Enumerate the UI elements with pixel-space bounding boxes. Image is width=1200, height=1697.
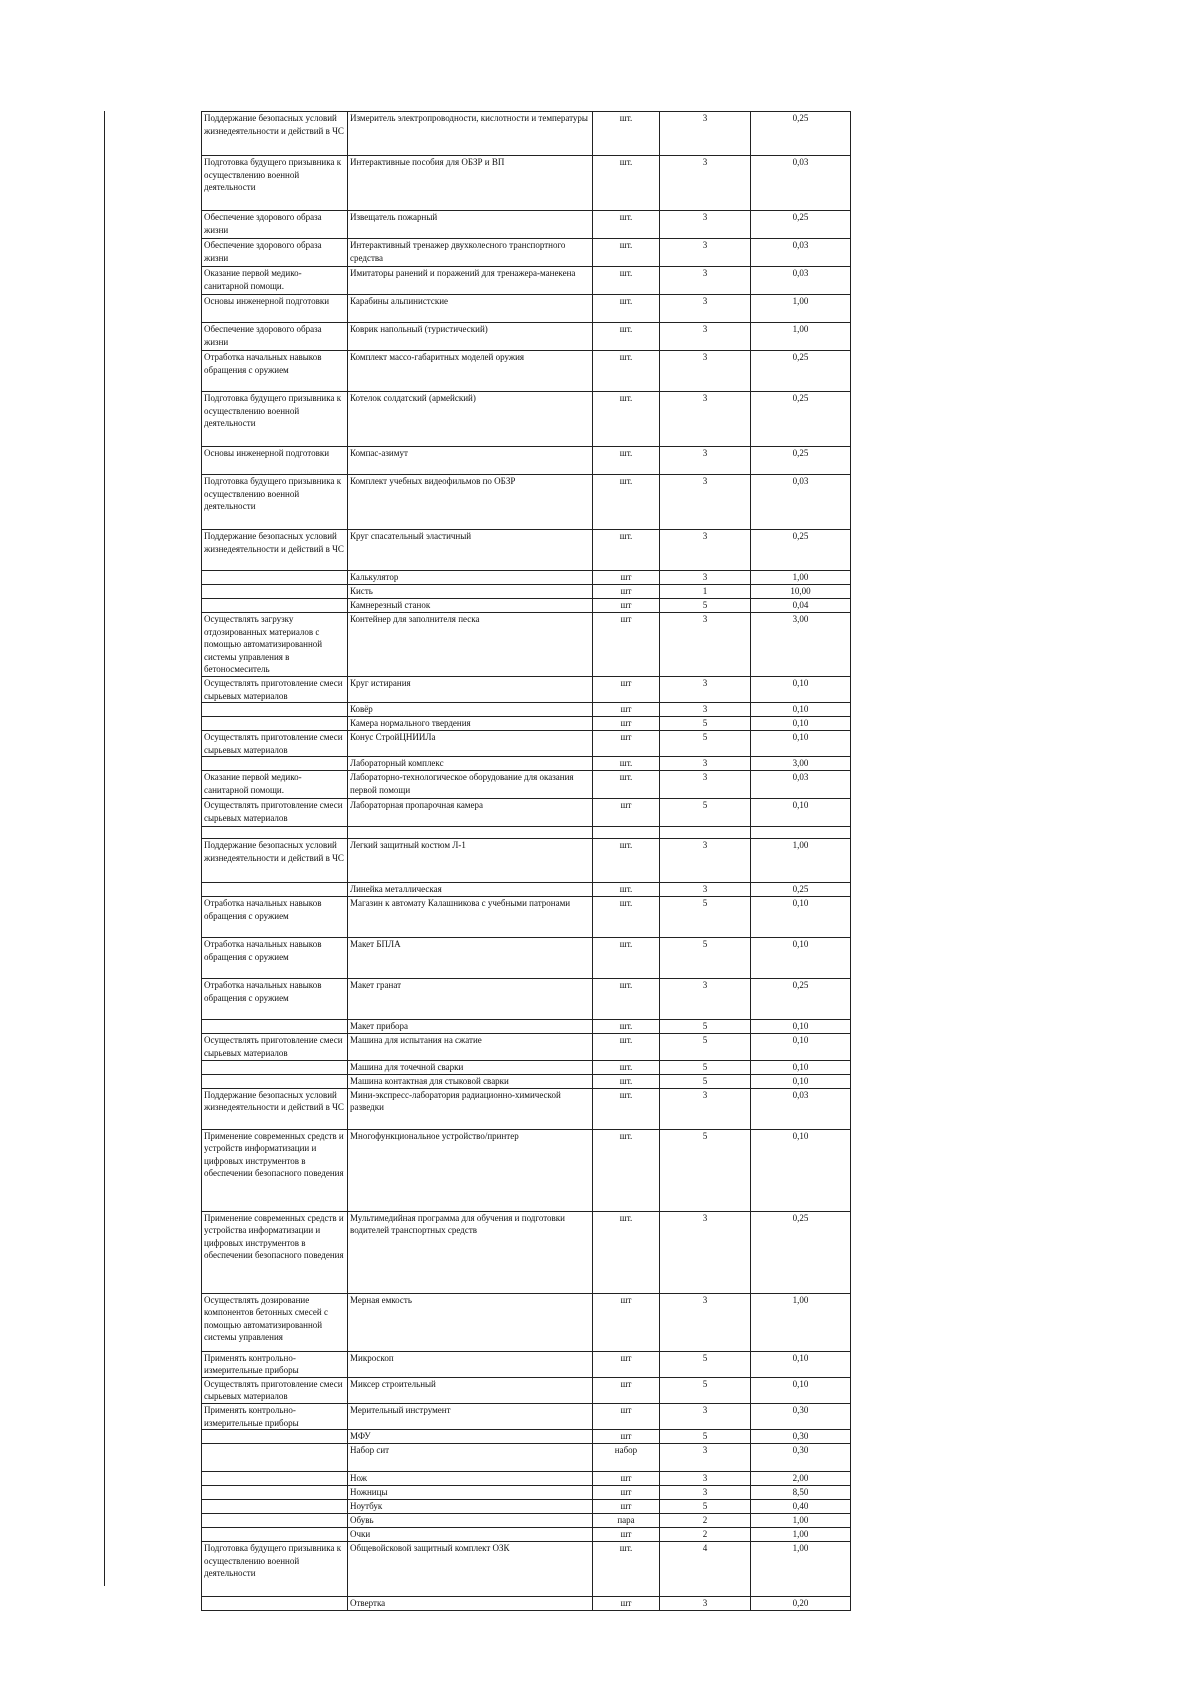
activity-cell (202, 883, 348, 897)
quantity-cell: 1 (660, 585, 751, 599)
item-name-cell: Многофункциональное устройство/принтер (348, 1129, 593, 1211)
quantity-cell: 3 (660, 571, 751, 585)
quantity-cell: 3 (660, 1293, 751, 1351)
quantity-cell: 3 (660, 1403, 751, 1429)
activity-cell (202, 1472, 348, 1486)
unit-cell: шт. (593, 1211, 660, 1293)
item-name-cell: Ножницы (348, 1486, 593, 1500)
item-name-cell: Контейнер для заполнителя песка (348, 613, 593, 677)
table-row (202, 1020, 851, 1034)
unit-cell: шт. (593, 1034, 660, 1060)
table-row (202, 613, 851, 677)
table-row (202, 979, 851, 1020)
quantity-cell (660, 827, 751, 839)
unit-cell: шт. (593, 897, 660, 938)
coefficient-cell: 0,10 (751, 1020, 851, 1034)
item-name-cell: Комплект массо-габаритных моделей оружия (348, 351, 593, 392)
coefficient-cell: 2,00 (751, 1472, 851, 1486)
activity-cell (202, 703, 348, 717)
activity-cell: Оказание первой медико-санитарной помощи. (202, 771, 348, 799)
activity-cell (202, 599, 348, 613)
table-row (202, 1293, 851, 1351)
activity-cell: Поддержание безопасных условий жизнедеятельности и действий в ЧС (202, 530, 348, 571)
coefficient-cell: 0,25 (751, 530, 851, 571)
quantity-cell: 3 (660, 351, 751, 392)
quantity-cell: 3 (660, 530, 751, 571)
quantity-cell: 3 (660, 475, 751, 530)
coefficient-cell: 0,03 (751, 475, 851, 530)
quantity-cell: 3 (660, 112, 751, 156)
quantity-cell: 3 (660, 267, 751, 295)
unit-cell: пара (593, 1514, 660, 1528)
quantity-cell: 5 (660, 1074, 751, 1088)
coefficient-cell: 0,10 (751, 1034, 851, 1060)
coefficient-cell: 1,00 (751, 1528, 851, 1542)
item-name-cell: Имитаторы ранений и поражений для тренажера-манекена (348, 267, 593, 295)
quantity-cell: 3 (660, 323, 751, 351)
item-name-cell: Лабораторная пропарочная камера (348, 799, 593, 827)
activity-cell (202, 1486, 348, 1500)
coefficient-cell: 0,10 (751, 1060, 851, 1074)
activity-cell: Осуществлять приготовление смеси сырьевых материалов (202, 799, 348, 827)
item-name-cell: Отвертка (348, 1597, 593, 1611)
activity-cell: Применять контрольно-измерительные приборы (202, 1403, 348, 1429)
activity-cell: Осуществлять приготовление смеси сырьевых материалов (202, 731, 348, 757)
quantity-cell: 2 (660, 1528, 751, 1542)
quantity-cell: 3 (660, 295, 751, 323)
table-row (202, 1403, 851, 1429)
coefficient-cell: 0,25 (751, 883, 851, 897)
activity-cell: Обеспечение здорового образа жизни (202, 239, 348, 267)
coefficient-cell: 0,10 (751, 717, 851, 731)
item-name-cell: Лабораторный комплекс (348, 757, 593, 771)
table-row (202, 1597, 851, 1611)
unit-cell: шт (593, 1430, 660, 1444)
item-name-cell: Мультимедийная программа для обучения и подготовки водителей транспортных средств (348, 1211, 593, 1293)
activity-cell: Подготовка будущего призывника к осуществлению военной деятельности (202, 392, 348, 447)
table-row (202, 211, 851, 239)
quantity-cell: 5 (660, 938, 751, 979)
quantity-cell: 5 (660, 1351, 751, 1377)
activity-cell (202, 1500, 348, 1514)
table-row (202, 717, 851, 731)
table-row (202, 585, 851, 599)
activity-cell (202, 717, 348, 731)
item-name-cell: Круг истирания (348, 676, 593, 702)
coefficient-cell: 3,00 (751, 757, 851, 771)
item-name-cell: Ноутбук (348, 1500, 593, 1514)
unit-cell: шт. (593, 156, 660, 211)
unit-cell: шт. (593, 1020, 660, 1034)
unit-cell: шт. (593, 295, 660, 323)
table-row (202, 1514, 851, 1528)
item-name-cell: Машина для испытания на сжатие (348, 1034, 593, 1060)
quantity-cell: 3 (660, 979, 751, 1020)
unit-cell: шт. (593, 1060, 660, 1074)
item-name-cell: Лабораторно-технологическое оборудование для оказания первой помощи (348, 771, 593, 799)
unit-cell: шт. (593, 211, 660, 239)
coefficient-cell: 0,10 (751, 1377, 851, 1403)
item-name-cell: МФУ (348, 1430, 593, 1444)
activity-cell: Отработка начальных навыков обращения с оружием (202, 938, 348, 979)
equipment-table-body (202, 112, 851, 1611)
table-row (202, 267, 851, 295)
activity-cell: Применение современных средств и устройств информатизации и цифровых инструментов в обеспечении безопасного поведения (202, 1129, 348, 1211)
coefficient-cell: 1,00 (751, 295, 851, 323)
table-row (202, 703, 851, 717)
activity-cell: Подготовка будущего призывника к осуществлению военной деятельности (202, 156, 348, 211)
item-name-cell: Машина для точечной сварки (348, 1060, 593, 1074)
item-name-cell: Интерактивный тренажер двухколесного транспортного средства (348, 239, 593, 267)
table-row (202, 295, 851, 323)
coefficient-cell: 1,00 (751, 571, 851, 585)
unit-cell: шт (593, 1486, 660, 1500)
activity-cell: Поддержание безопасных условий жизнедеятельности и действий в ЧС (202, 1088, 348, 1129)
coefficient-cell: 0,25 (751, 392, 851, 447)
quantity-cell: 4 (660, 1542, 751, 1597)
quantity-cell: 5 (660, 1129, 751, 1211)
coefficient-cell: 0,25 (751, 447, 851, 475)
unit-cell: шт (593, 1293, 660, 1351)
activity-cell: Осуществлять приготовление смеси сырьевых материалов (202, 1377, 348, 1403)
coefficient-cell: 0,10 (751, 1351, 851, 1377)
unit-cell: набор (593, 1444, 660, 1472)
quantity-cell: 5 (660, 1500, 751, 1514)
coefficient-cell: 0,30 (751, 1430, 851, 1444)
quantity-cell: 5 (660, 1430, 751, 1444)
unit-cell: шт. (593, 979, 660, 1020)
item-name-cell: Линейка металлическая (348, 883, 593, 897)
coefficient-cell: 1,00 (751, 839, 851, 883)
coefficient-cell: 0,10 (751, 799, 851, 827)
coefficient-cell: 0,25 (751, 979, 851, 1020)
unit-cell: шт. (593, 938, 660, 979)
equipment-table (201, 111, 851, 1611)
activity-cell (202, 1514, 348, 1528)
item-name-cell: Мини-экспресс-лаборатория радиационно-химической разведки (348, 1088, 593, 1129)
item-name-cell: Мерительный инструмент (348, 1403, 593, 1429)
item-name-cell: Очки (348, 1528, 593, 1542)
table-row (202, 897, 851, 938)
quantity-cell: 5 (660, 1020, 751, 1034)
table-row (202, 351, 851, 392)
activity-cell (202, 1597, 348, 1611)
unit-cell: шт. (593, 1074, 660, 1088)
quantity-cell: 5 (660, 731, 751, 757)
table-row (202, 571, 851, 585)
item-name-cell: Микроскоп (348, 1351, 593, 1377)
item-name-cell: Набор сит (348, 1444, 593, 1472)
activity-cell (202, 1060, 348, 1074)
unit-cell: шт (593, 703, 660, 717)
item-name-cell: Макет прибора (348, 1020, 593, 1034)
coefficient-cell: 0,03 (751, 1088, 851, 1129)
item-name-cell: Извещатель пожарный (348, 211, 593, 239)
item-name-cell: Макет БПЛА (348, 938, 593, 979)
item-name-cell: Макет гранат (348, 979, 593, 1020)
activity-cell: Применять контрольно-измерительные приборы (202, 1351, 348, 1377)
quantity-cell: 3 (660, 156, 751, 211)
table-row (202, 771, 851, 799)
table-row (202, 1486, 851, 1500)
table-row (202, 827, 851, 839)
item-name-cell: Круг спасательный эластичный (348, 530, 593, 571)
coefficient-cell: 0,25 (751, 211, 851, 239)
quantity-cell: 3 (660, 839, 751, 883)
item-name-cell: Машина контактная для стыковой сварки (348, 1074, 593, 1088)
coefficient-cell: 0,30 (751, 1444, 851, 1472)
item-name-cell: Компас-азимут (348, 447, 593, 475)
activity-cell (202, 1074, 348, 1088)
coefficient-cell: 0,30 (751, 1403, 851, 1429)
quantity-cell: 3 (660, 771, 751, 799)
table-row (202, 1444, 851, 1472)
coefficient-cell: 0,03 (751, 267, 851, 295)
coefficient-cell: 0,10 (751, 731, 851, 757)
activity-cell: Осуществлять загрузку отдозированных материалов с помощью автоматизированной системы управления в бетоносмеситель (202, 613, 348, 677)
table-row (202, 530, 851, 571)
unit-cell: шт. (593, 239, 660, 267)
item-name-cell: Коврик напольный (туристический) (348, 323, 593, 351)
table-row (202, 1088, 851, 1129)
item-name-cell: Интерактивные пособия для ОБЗР и ВП (348, 156, 593, 211)
table-row (202, 1542, 851, 1597)
coefficient-cell: 0,10 (751, 897, 851, 938)
item-name-cell: Котелок солдатский (армейский) (348, 392, 593, 447)
activity-cell: Обеспечение здорового образа жизни (202, 211, 348, 239)
item-name-cell: Калькулятор (348, 571, 593, 585)
unit-cell: шт (593, 1528, 660, 1542)
quantity-cell: 3 (660, 1472, 751, 1486)
activity-cell: Подготовка будущего призывника к осуществлению военной деятельности (202, 475, 348, 530)
item-name-cell: Конус СтройЦНИИЛа (348, 731, 593, 757)
activity-cell (202, 1020, 348, 1034)
quantity-cell: 3 (660, 447, 751, 475)
table-row (202, 676, 851, 702)
coefficient-cell: 1,00 (751, 323, 851, 351)
item-name-cell: Магазин к автомату Калашникова с учебными патронами (348, 897, 593, 938)
table-row (202, 883, 851, 897)
unit-cell (593, 827, 660, 839)
activity-cell: Поддержание безопасных условий жизнедеятельности и действий в ЧС (202, 839, 348, 883)
unit-cell: шт. (593, 757, 660, 771)
unit-cell: шт. (593, 392, 660, 447)
activity-cell (202, 757, 348, 771)
item-name-cell: Мерная емкость (348, 1293, 593, 1351)
unit-cell: шт. (593, 1542, 660, 1597)
activity-cell: Оказание первой медико-санитарной помощи. (202, 267, 348, 295)
item-name-cell: Миксер строительный (348, 1377, 593, 1403)
item-name-cell: Карабины альпинистские (348, 295, 593, 323)
unit-cell: шт (593, 571, 660, 585)
quantity-cell: 5 (660, 1377, 751, 1403)
quantity-cell: 5 (660, 599, 751, 613)
quantity-cell: 3 (660, 1088, 751, 1129)
unit-cell: шт (593, 585, 660, 599)
table-row (202, 1074, 851, 1088)
item-name-cell: Легкий защитный костюм Л-1 (348, 839, 593, 883)
item-name-cell (348, 827, 593, 839)
coefficient-cell (751, 827, 851, 839)
table-row (202, 599, 851, 613)
quantity-cell: 5 (660, 799, 751, 827)
item-name-cell: Нож (348, 1472, 593, 1486)
table-row (202, 938, 851, 979)
unit-cell: шт (593, 599, 660, 613)
quantity-cell: 5 (660, 897, 751, 938)
activity-cell: Обеспечение здорового образа жизни (202, 323, 348, 351)
coefficient-cell: 0,03 (751, 239, 851, 267)
quantity-cell: 3 (660, 613, 751, 677)
margin-rule (104, 111, 105, 1586)
table-row (202, 323, 851, 351)
unit-cell: шт (593, 717, 660, 731)
coefficient-cell: 1,00 (751, 1514, 851, 1528)
activity-cell (202, 827, 348, 839)
quantity-cell: 5 (660, 1034, 751, 1060)
unit-cell: шт (593, 1351, 660, 1377)
coefficient-cell: 0,03 (751, 156, 851, 211)
table-row (202, 757, 851, 771)
table-row (202, 475, 851, 530)
activity-cell: Отработка начальных навыков обращения с оружием (202, 979, 348, 1020)
quantity-cell: 3 (660, 392, 751, 447)
unit-cell: шт (593, 731, 660, 757)
item-name-cell: Комплект учебных видеофильмов по ОБЗР (348, 475, 593, 530)
unit-cell: шт (593, 1500, 660, 1514)
table-row (202, 1500, 851, 1514)
quantity-cell: 2 (660, 1514, 751, 1528)
activity-cell: Поддержание безопасных условий жизнедеятельности и действий в ЧС (202, 112, 348, 156)
quantity-cell: 3 (660, 676, 751, 702)
table-row (202, 447, 851, 475)
activity-cell (202, 1430, 348, 1444)
unit-cell: шт. (593, 839, 660, 883)
activity-cell: Осуществлять приготовление смеси сырьевых материалов (202, 1034, 348, 1060)
unit-cell: шт. (593, 475, 660, 530)
quantity-cell: 3 (660, 1211, 751, 1293)
table-row (202, 839, 851, 883)
table-row (202, 1351, 851, 1377)
unit-cell: шт. (593, 112, 660, 156)
quantity-cell: 3 (660, 1444, 751, 1472)
activity-cell (202, 1444, 348, 1472)
table-row (202, 1528, 851, 1542)
table-row (202, 1472, 851, 1486)
unit-cell: шт. (593, 1088, 660, 1129)
coefficient-cell: 0,03 (751, 771, 851, 799)
item-name-cell: Измеритель электропроводности, кислотности и температуры (348, 112, 593, 156)
table-row (202, 1060, 851, 1074)
coefficient-cell: 0,04 (751, 599, 851, 613)
unit-cell: шт. (593, 883, 660, 897)
table-row (202, 1034, 851, 1060)
coefficient-cell: 0,10 (751, 938, 851, 979)
table-row (202, 156, 851, 211)
coefficient-cell: 0,25 (751, 351, 851, 392)
quantity-cell: 3 (660, 757, 751, 771)
coefficient-cell: 3,00 (751, 613, 851, 677)
quantity-cell: 3 (660, 239, 751, 267)
activity-cell: Применение современных средств и устройства информатизации и цифровых инструментов в обеспечении безопасного поведения (202, 1211, 348, 1293)
table-row (202, 1377, 851, 1403)
coefficient-cell: 1,00 (751, 1542, 851, 1597)
unit-cell: шт (593, 1377, 660, 1403)
coefficient-cell: 1,00 (751, 1293, 851, 1351)
table-row (202, 392, 851, 447)
unit-cell: шт (593, 1597, 660, 1611)
quantity-cell: 3 (660, 1486, 751, 1500)
coefficient-cell: 0,25 (751, 1211, 851, 1293)
table-row (202, 239, 851, 267)
unit-cell: шт (593, 1403, 660, 1429)
item-name-cell: Кисть (348, 585, 593, 599)
activity-cell: Отработка начальных навыков обращения с оружием (202, 351, 348, 392)
item-name-cell: Камнерезный станок (348, 599, 593, 613)
quantity-cell: 5 (660, 1060, 751, 1074)
table-row (202, 1430, 851, 1444)
activity-cell: Отработка начальных навыков обращения с оружием (202, 897, 348, 938)
activity-cell: Осуществлять дозирование компонентов бетонных смесей с помощью автоматизированной системы управления (202, 1293, 348, 1351)
unit-cell: шт (593, 799, 660, 827)
coefficient-cell: 0,10 (751, 676, 851, 702)
unit-cell: шт. (593, 351, 660, 392)
activity-cell: Осуществлять приготовление смеси сырьевых материалов (202, 676, 348, 702)
unit-cell: шт. (593, 323, 660, 351)
coefficient-cell: 10,00 (751, 585, 851, 599)
coefficient-cell: 0,10 (751, 703, 851, 717)
table-row (202, 1211, 851, 1293)
quantity-cell: 3 (660, 703, 751, 717)
quantity-cell: 3 (660, 211, 751, 239)
unit-cell: шт. (593, 1129, 660, 1211)
coefficient-cell: 0,25 (751, 112, 851, 156)
activity-cell (202, 1528, 348, 1542)
quantity-cell: 5 (660, 717, 751, 731)
activity-cell: Подготовка будущего призывника к осуществлению военной деятельности (202, 1542, 348, 1597)
activity-cell (202, 585, 348, 599)
item-name-cell: Ковёр (348, 703, 593, 717)
item-name-cell: Камера нормального твердения (348, 717, 593, 731)
table-row (202, 112, 851, 156)
coefficient-cell: 0,20 (751, 1597, 851, 1611)
coefficient-cell: 0,40 (751, 1500, 851, 1514)
unit-cell: шт. (593, 771, 660, 799)
unit-cell: шт (593, 613, 660, 677)
item-name-cell: Обувь (348, 1514, 593, 1528)
quantity-cell: 3 (660, 1597, 751, 1611)
coefficient-cell: 0,10 (751, 1074, 851, 1088)
unit-cell: шт. (593, 530, 660, 571)
table-row (202, 731, 851, 757)
activity-cell (202, 571, 348, 585)
item-name-cell: Общевойсковой защитный комплект ОЗК (348, 1542, 593, 1597)
activity-cell: Основы инженерной подготовки (202, 447, 348, 475)
quantity-cell: 3 (660, 883, 751, 897)
unit-cell: шт (593, 1472, 660, 1486)
unit-cell: шт. (593, 267, 660, 295)
coefficient-cell: 8,50 (751, 1486, 851, 1500)
table-row (202, 1129, 851, 1211)
activity-cell: Основы инженерной подготовки (202, 295, 348, 323)
unit-cell: шт. (593, 447, 660, 475)
unit-cell: шт (593, 676, 660, 702)
coefficient-cell: 0,10 (751, 1129, 851, 1211)
table-row (202, 799, 851, 827)
